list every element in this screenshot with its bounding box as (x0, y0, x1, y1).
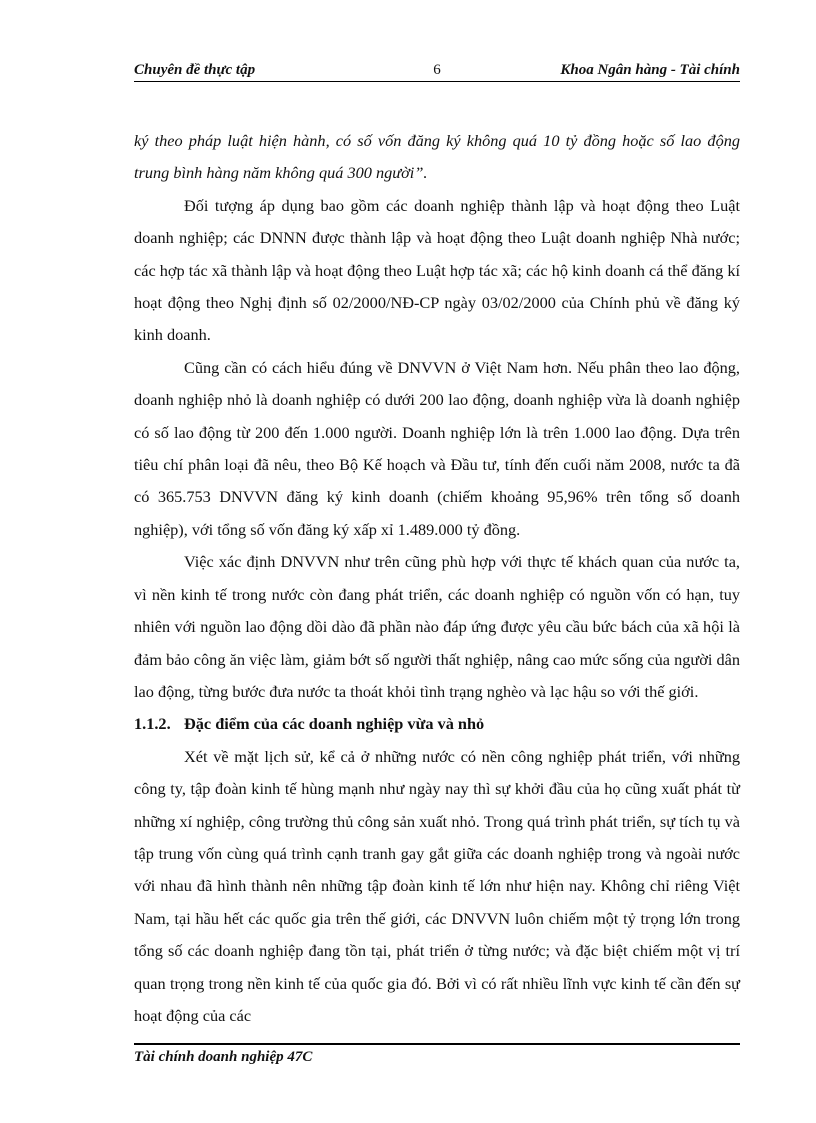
footer-rule (134, 1043, 740, 1045)
page-header (134, 60, 740, 82)
page-number: 6 (433, 62, 441, 78)
paragraph: Việc xác định DNVVN như trên cũng phù hợp với thực tế khách quan của nước ta, vì nền kinh tế trong nước còn đang phát triển, các doanh nghiệp có nguồn vốn có hạn, tuy nhiên với nguồn lao động dồi dào đã phần nào đáp ứng được yêu cầu bức bách của xã hội là đảm bảo công ăn việc làm, giảm bớt số người thất nghiệp, nâng cao mức sống của người dân lao động, từng bước đưa nước ta thoát khỏi tình trạng nghèo và lạc hậu so với thế giới. (134, 552, 740, 701)
paragraph: Đối tượng áp dụng bao gồm các doanh nghiệp thành lập và hoạt động theo Luật doanh nghiệp; các DNNN được thành lập và hoạt động theo Luật doanh nghiệp Nhà nước; các hợp tác xã thành lập và hoạt động theo Luật hợp tác xã; các hộ kinh doanh cá thể đăng kí hoạt động theo Nghị định số 02/2000/NĐ-CP ngày 03/02/2000 của Chính phủ về đăng ký kinh doanh. (134, 195, 740, 345)
page-body (134, 125, 740, 1032)
header-rule (134, 81, 740, 82)
quote-continuation: ký theo pháp luật hiện hành, có số vốn đăng ký không quá 10 tỷ đồng hoặc số lao động trung bình hàng năm không quá 300 người”. (134, 131, 740, 183)
section-heading (134, 708, 740, 740)
paragraph: Cũng cần có cách hiểu đúng về DNVVN ở Việt Nam hơn. Nếu phân theo lao động, doanh nghiệp nhỏ là doanh nghiệp có dưới 200 lao động, doanh nghiệp vừa là doanh nghiệp có số lao động từ 200 đến 1.000 người. Doanh nghiệp lớn là trên 1.000 lao động. Dựa trên tiêu chí phân loại đã nêu, theo Bộ Kế hoạch và Đầu tư, tính đến cuối năm 2008, nước ta đã có 365.753 DNVVN đăng ký kinh doanh (chiếm khoảng 95,96% trên tổng số doanh nghiệp), với tổng số vốn đăng ký xấp xỉ 1.489.000 tỷ đồng. (134, 357, 740, 539)
paragraph: Xét về mặt lịch sử, kể cả ở những nước có nền công nghiệp phát triển, với những công ty, tập đoàn kinh tế hùng mạnh như ngày nay thì sự khởi đầu của họ cũng xuất phát từ những xí nghiệp, công trường thủ công sản xuất nhỏ. Trong quá trình phát triển, sự tích tụ và tập trung vốn cùng quá trình cạnh tranh gay gắt giữa các doanh nghiệp trong và ngoài nước với nhau đã hình thành nên những tập đoàn kinh tế lớn như hiện nay. Không chỉ riêng Việt Nam, tại hầu hết các quốc gia trên thế giới, các DNVVN luôn chiếm một tỷ trọng lớn trong tổng số các doanh nghiệp đang tồn tại, phát triển ở từng nước; và đặc biệt chiếm một vị trí quan trọng trong nền kinh tế của quốc gia đó. Bởi vì có rất nhiều lĩnh vực kinh tế cần đến sự hoạt động của các (134, 746, 740, 1025)
header-right-title: Khoa Ngân hàng - Tài chính (560, 62, 740, 78)
section-title: Đặc điểm của các doanh nghiệp vừa và nhỏ (184, 714, 485, 734)
header-left-title: Chuyên đề thực tập (134, 62, 256, 78)
section-number: 1.1.2. (134, 714, 171, 734)
page-footer: Tài chính doanh nghiệp 47C (134, 1049, 313, 1065)
